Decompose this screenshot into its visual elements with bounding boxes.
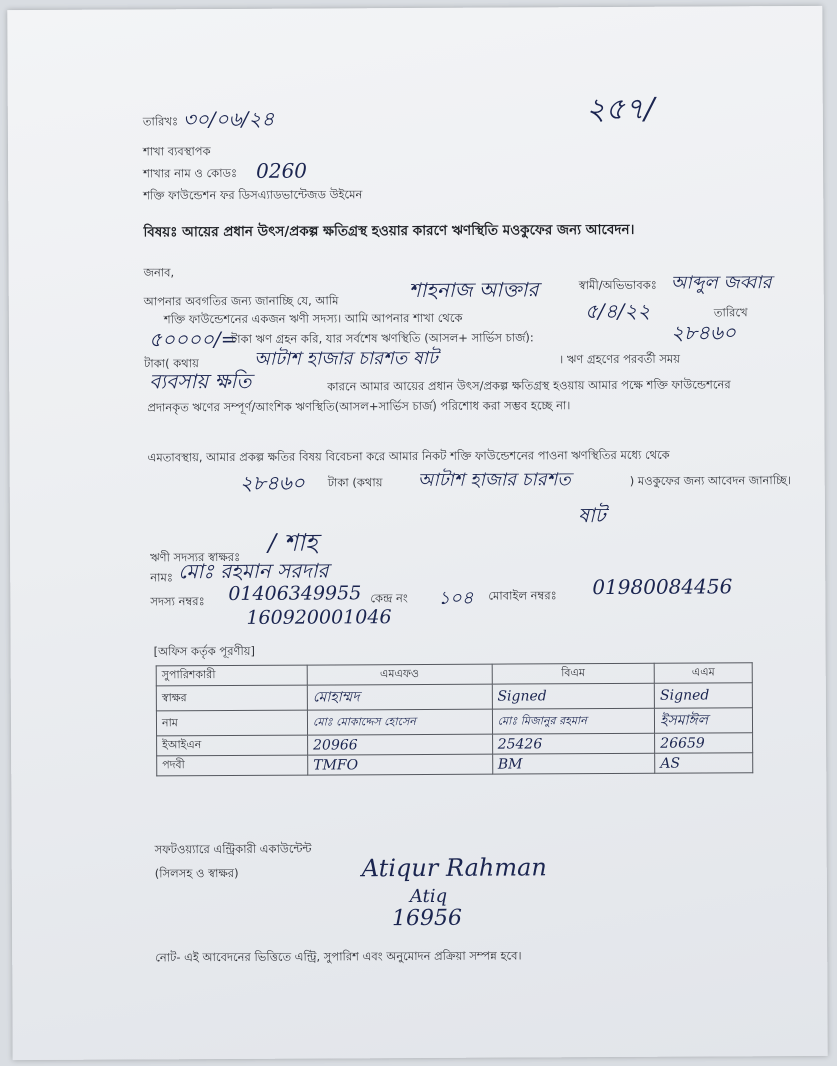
center-number: ১০৪	[438, 587, 474, 609]
header-bm: বিএম	[492, 663, 655, 684]
header-mfo: এমএফও	[307, 664, 492, 685]
branch-code: 0260	[256, 158, 308, 183]
para2-text1: এমতাবস্থায়, আমার প্রকল্প ক্ষতির বিষয় বিবেচনা করে আমার নিকট শক্তি ফাউন্ডেশনের পাওনা ঋণস্থিতির মধ্যে থেকে	[147, 447, 670, 465]
borrower-name: মোঃ রহমান সরদার	[178, 558, 329, 584]
member-number-2: 160920001046	[246, 606, 392, 629]
table-row	[157, 753, 753, 776]
date-value: ৩০/০৬/২৪	[182, 106, 275, 132]
mfo-name: মোঃ মোকাদ্দেস হোসেন	[307, 709, 492, 735]
organization-name: শক্তি ফাউন্ডেশন ফর ডিসএ্যাডভান্টেজড উইমেন	[143, 187, 363, 203]
borrower-name-label: নামঃ	[150, 570, 173, 585]
branch-label: শাখার নাম ও কোডঃ	[143, 165, 238, 181]
outstanding-balance: ২৮৪৬০	[670, 320, 736, 345]
para1-text8: কারনে আমার আয়ের প্রধান উৎস/প্রকল্প ক্ষতিগ্রস্থ হওয়ায় আমার পক্ষে শক্তি ফাউন্ডেশনের প্রদানকৃত ঋণের সম্পূর্ণ/আংশিক ঋণস্থিতি(আসল+সার্ভিস চার্জ) পরিশোধ করা সম্ভব হচ্ছে না।	[147, 377, 731, 415]
table-row	[156, 683, 752, 711]
loan-amount: ৫০০০০/=	[148, 326, 238, 352]
header-am: এএম	[654, 663, 752, 684]
am-designation: AS	[655, 753, 753, 774]
para1-text2: স্বামী/অভিভাবকঃ	[578, 277, 657, 293]
bm-name: মোঃ মিজানুর রহমান	[492, 708, 655, 734]
bm-signature: Signed	[492, 683, 655, 709]
borrower-signature: / শাহ	[267, 528, 318, 557]
loan-date: ৫/৪/২২	[584, 298, 651, 324]
para1-text3: শক্তি ফাউন্ডেশনের একজন ঋণী সদস্য। আমি আপনার শাখা থেকে	[163, 310, 463, 327]
waive-amount-words: আটাশ হাজার চারশত	[417, 469, 571, 491]
mfo-signature: মোহাম্মদ	[307, 684, 492, 710]
para1-text1: আপনার অবগতির জন্য জানাচ্ছি যে, আমি	[143, 293, 339, 309]
para2-text3: ) মওকুফের জন্য আবেদন জানাচ্ছি।	[629, 473, 792, 488]
date-label: তারিখঃ	[142, 114, 179, 129]
mfo-designation: TMFO	[308, 754, 493, 775]
waive-amount-words-2: ষাট	[577, 503, 606, 528]
center-label: কেন্দ্র নং	[370, 591, 408, 606]
waive-amount: ২৮৪৬০	[239, 470, 305, 495]
am-name: ইসমাঈল	[655, 708, 753, 734]
guardian-name: আব্দুল জব্বার	[670, 272, 772, 294]
accountant-ein: 16956	[391, 905, 463, 932]
subject-line: বিষয়ঃ আয়ের প্রধান উৎস/প্রকল্প ক্ষতিগ্রস্থ হওয়ার কারণে ঋণস্থিতি মওকুফের জন্য আবেদন।	[143, 221, 635, 241]
reference-mark: ২৫৭/	[585, 91, 655, 128]
table-row	[156, 708, 752, 736]
para1-text7: । ঋণ গ্রহণের পরবর্তী সময়	[559, 351, 681, 367]
para2-text2: টাকা (কথায়	[327, 475, 383, 490]
bm-ein: 25426	[492, 733, 655, 754]
accountant-initials: Atiq	[409, 885, 448, 908]
row-label-signature: স্বাক্ষর	[156, 685, 307, 711]
salutation: জনাব,	[143, 265, 175, 280]
mfo-ein: 20966	[308, 734, 493, 755]
member-number-label: সদস্য নম্বরঃ	[150, 594, 205, 609]
bm-designation: BM	[492, 753, 655, 774]
header-recommender: সুপারিশকারী	[156, 665, 307, 686]
footer-note: নোট- এই আবেদনের ভিত্তিতে এন্ট্রি, সুপারিশ এবং অনুমোদন প্রক্রিয়া সম্পন্ন হবে।	[155, 948, 522, 965]
row-label-ein: ইআইএন	[157, 735, 308, 756]
office-use-label: [অফিস কর্তৃক পূরণীয়]	[153, 643, 256, 659]
addressee-title: শাখা ব্যবস্থাপক	[142, 144, 211, 159]
accountant-signature: Atiqur Rahman	[361, 853, 547, 883]
application-paper	[7, 6, 827, 1060]
para1-text4: তারিখে	[713, 305, 748, 320]
office-approval-table	[156, 662, 754, 776]
am-signature: Signed	[654, 683, 752, 709]
para1-text5: টাকা ঋণ গ্রহন করি, যার সর্বশেষ ঋণস্থিতি (আসল+ সার্ভিস চার্জ):	[230, 330, 534, 346]
am-ein: 26659	[655, 733, 753, 754]
row-label-designation: পদবী	[157, 755, 308, 776]
member-number: 01406349955	[228, 582, 362, 605]
row-label-name: নাম	[156, 710, 307, 736]
para1-text6: টাকা( কথায়	[144, 356, 199, 371]
balance-in-words: আটাশ হাজার চারশত ষাট	[254, 347, 438, 370]
applicant-name: শাহনাজ আক্তার	[408, 277, 539, 303]
mobile-number: 01980084456	[592, 574, 733, 600]
accountant-seal-label: (সিলসহ ও স্বাক্ষর)	[154, 865, 239, 881]
mobile-label: মোবাইল নম্বরঃ	[488, 588, 557, 603]
borrower-signature-label: ঋণী সদস্যর স্বাক্ষরঃ	[150, 549, 241, 565]
damage-reason: ব্যবসায় ক্ষতি	[149, 368, 252, 394]
accountant-label: সফটওয়্যারে এন্ট্রিকারী একাউন্টেন্ট	[154, 841, 312, 857]
